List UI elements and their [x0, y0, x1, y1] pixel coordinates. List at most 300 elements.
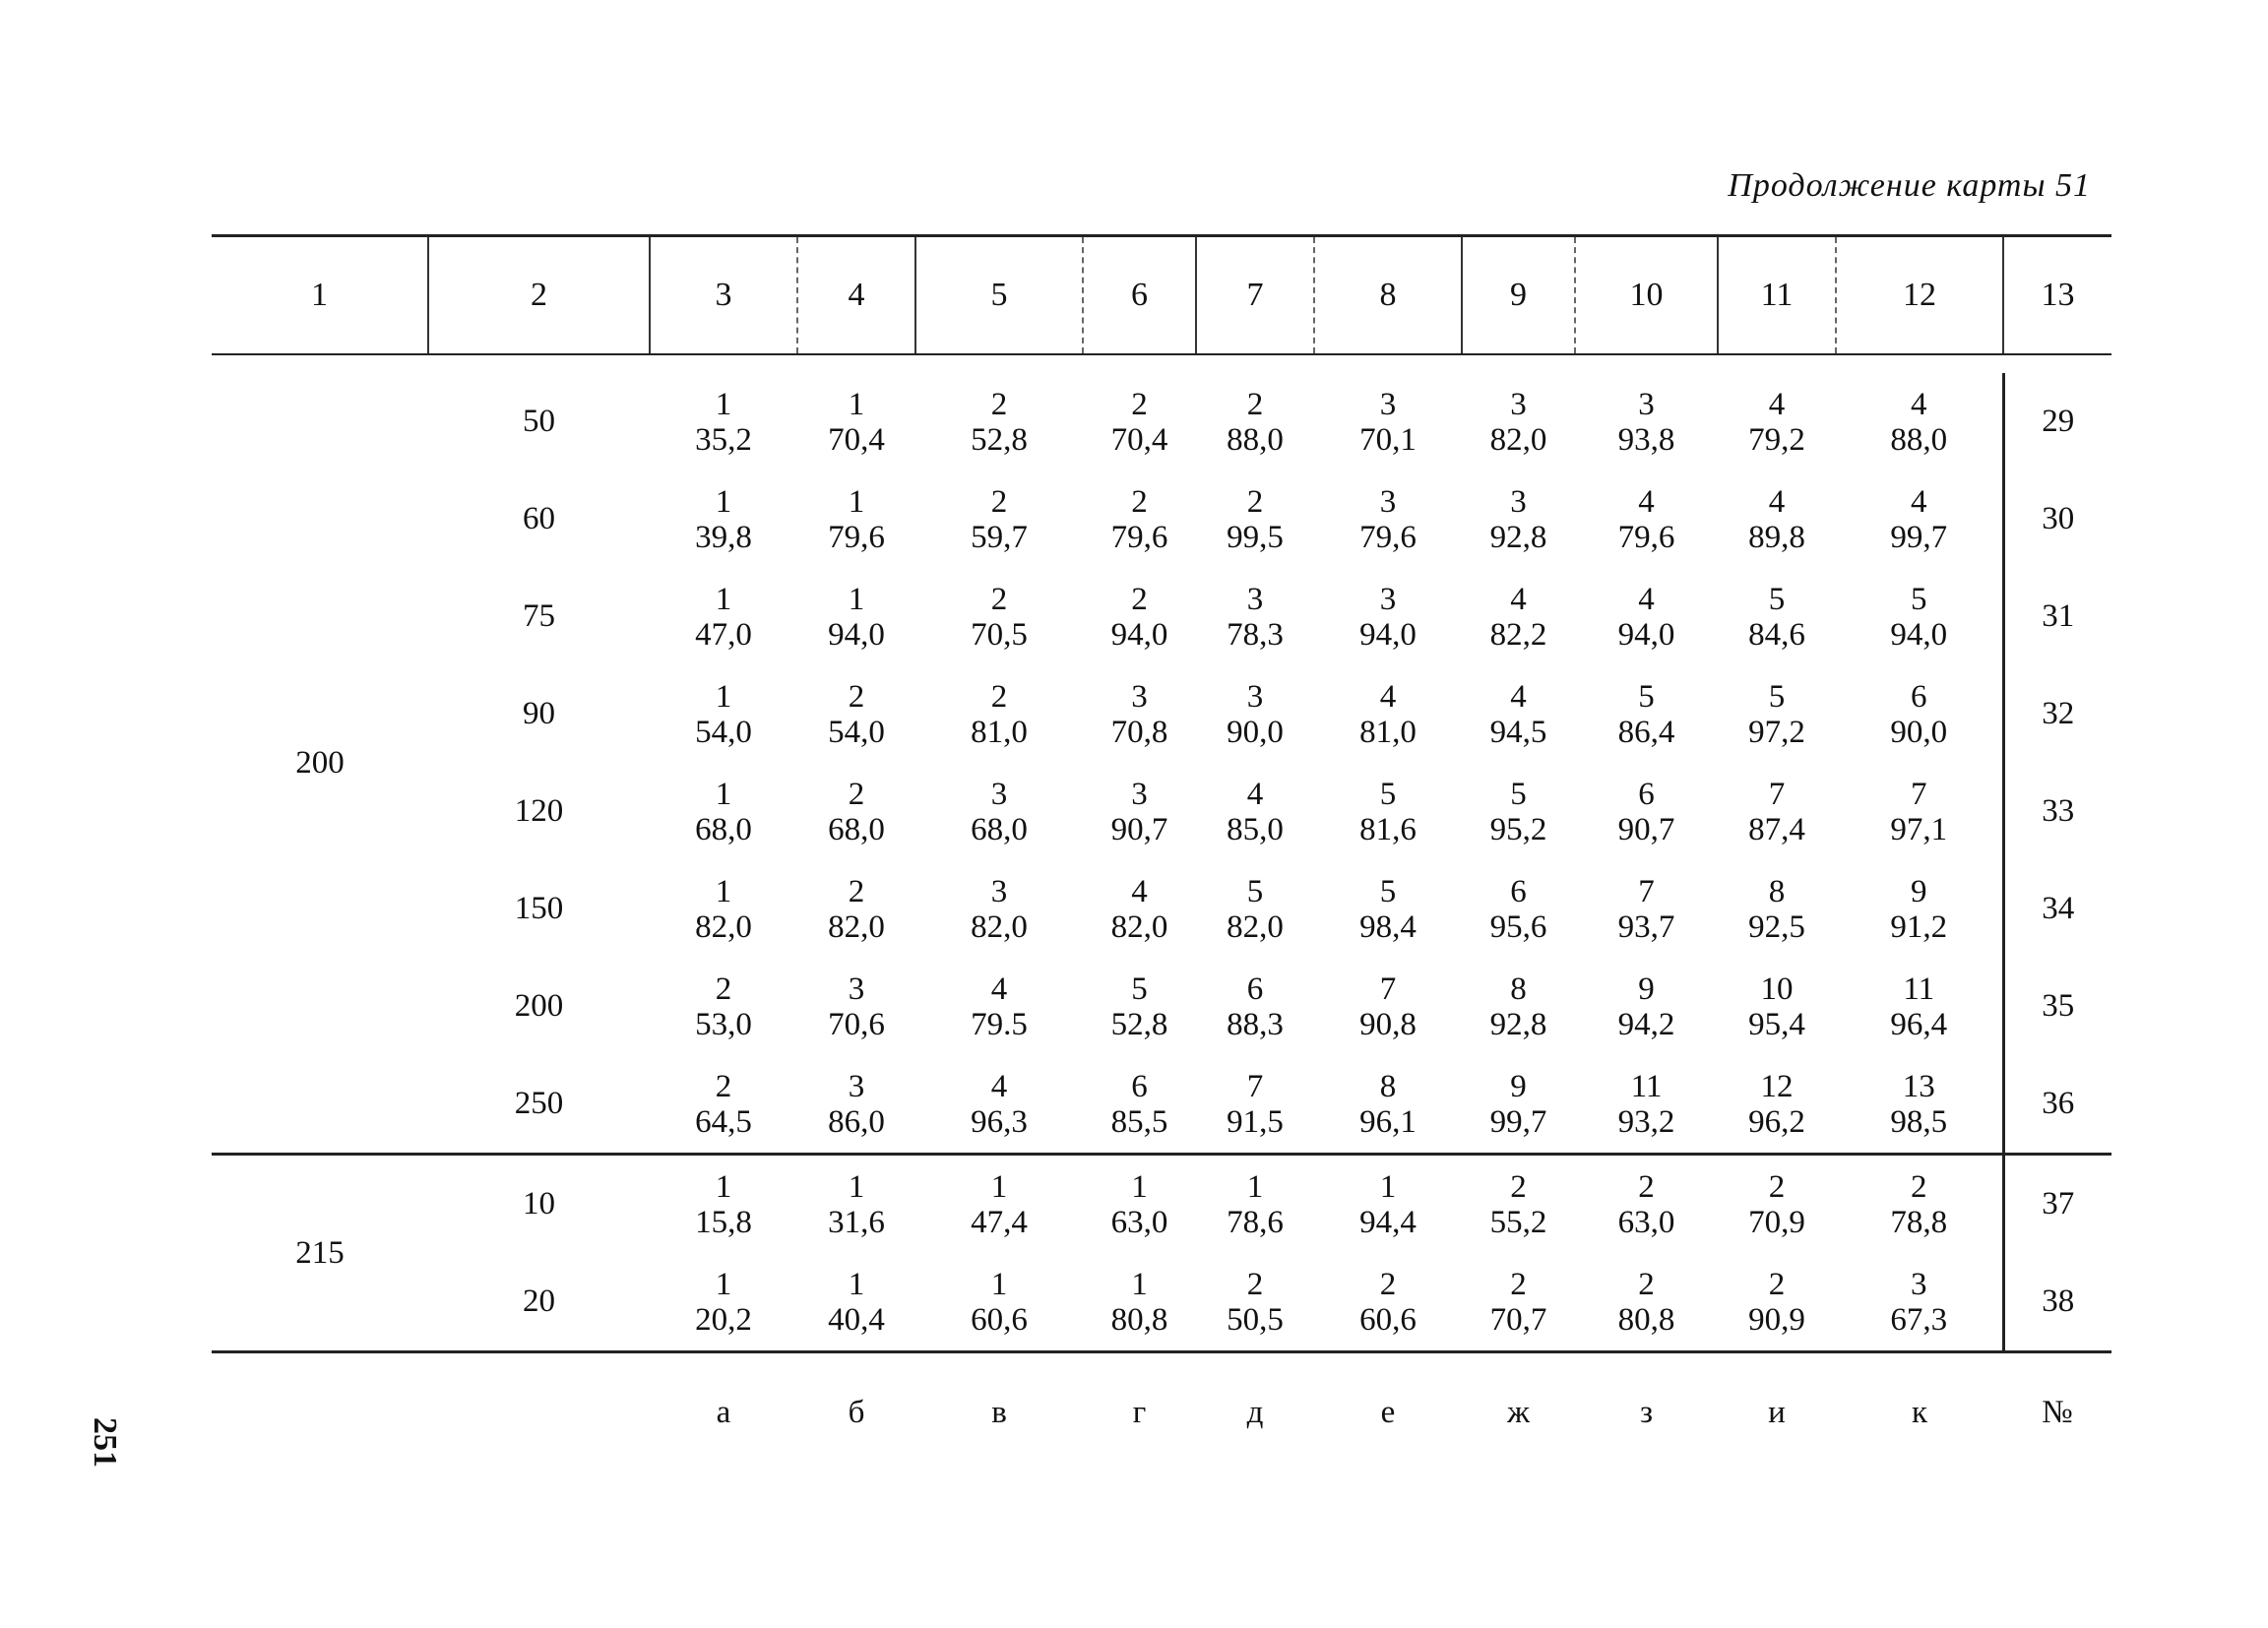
table-row [212, 1155, 2111, 1254]
fraction-bottom: 86,4 [1617, 714, 1675, 750]
fraction [1111, 1267, 1168, 1338]
fraction-top: 4 [1638, 483, 1655, 520]
column-letter: д [1246, 1394, 1264, 1430]
fraction-top: 5 [1379, 776, 1397, 812]
value-cell [1836, 1253, 2003, 1352]
fraction-bottom: 85,0 [1227, 811, 1284, 847]
fraction-top: 1 [848, 1168, 865, 1205]
fraction [695, 387, 752, 458]
fraction-top: 1 [1131, 1266, 1148, 1302]
fraction-bottom: 92,8 [1489, 519, 1547, 555]
fraction-top: 3 [1246, 678, 1264, 715]
fraction-top: 2 [1246, 483, 1264, 520]
group-key: 215 [212, 1155, 428, 1352]
fraction [1227, 484, 1284, 555]
fraction-top: 7 [1911, 776, 1927, 812]
value-cell [1575, 373, 1718, 470]
fraction [695, 874, 752, 945]
fraction [1618, 1267, 1675, 1338]
row-key: 90 [523, 696, 555, 731]
fraction [1618, 777, 1675, 847]
fraction [1890, 1069, 1947, 1140]
fraction-bottom: 70,5 [971, 616, 1028, 653]
value-cell [1836, 1155, 2003, 1254]
row-key: 75 [523, 598, 555, 634]
value-cell [650, 1253, 797, 1352]
value-cell [1462, 373, 1575, 470]
fraction [1490, 1267, 1547, 1338]
table-row [212, 470, 2111, 568]
fraction-bottom: 94,0 [1617, 616, 1675, 653]
value-cell [1836, 470, 2003, 568]
fraction [1359, 874, 1417, 945]
fraction-top: 1 [848, 483, 865, 520]
fraction-bottom: 68,0 [695, 811, 752, 847]
fraction-bottom: 68,0 [828, 811, 885, 847]
fraction-top: 11 [1903, 971, 1935, 1007]
value-cell [1314, 568, 1462, 665]
column-header-3: 3 [650, 236, 797, 355]
fraction-bottom: 70,9 [1748, 1204, 1805, 1240]
fraction-top: 2 [1246, 1266, 1264, 1302]
value-cell [1836, 568, 2003, 665]
fraction-bottom: 70,7 [1489, 1301, 1547, 1338]
value-cell [1462, 860, 1575, 958]
fraction-top: 11 [1630, 1068, 1663, 1104]
fraction-bottom: 95,2 [1489, 811, 1547, 847]
value-cell [1462, 1055, 1575, 1155]
fraction-bottom: 93,7 [1617, 908, 1675, 945]
value-cell [797, 860, 915, 958]
fraction [695, 777, 752, 847]
column-header-13: 13 [2003, 236, 2111, 355]
value-cell [1196, 568, 1314, 665]
value-cell [1083, 470, 1196, 568]
fraction [1111, 582, 1168, 653]
fraction [1359, 777, 1417, 847]
column-letter: и [1768, 1394, 1786, 1430]
fraction-top: 4 [990, 971, 1008, 1007]
fraction-top: 5 [1911, 581, 1927, 617]
fraction-top: 4 [1379, 678, 1397, 715]
fraction-bottom: 88,0 [1227, 421, 1284, 458]
fraction-bottom: 59,7 [971, 519, 1028, 555]
fraction [1748, 387, 1805, 458]
fraction [971, 1267, 1028, 1338]
fraction [1227, 387, 1284, 458]
fraction [1890, 1169, 1947, 1240]
fraction [1490, 387, 1547, 458]
fraction [971, 387, 1028, 458]
column-header-7: 7 [1196, 236, 1314, 355]
fraction [695, 1169, 752, 1240]
column-header-5: 5 [915, 236, 1083, 355]
fraction-bottom: 79,6 [1359, 519, 1417, 555]
fraction [828, 1267, 885, 1338]
fraction-bottom: 70,4 [828, 421, 885, 458]
fraction-bottom: 82,0 [1489, 421, 1547, 458]
fraction [1111, 679, 1168, 750]
table-row [212, 1055, 2111, 1155]
row-number: 35 [2003, 958, 2111, 1055]
value-cell [915, 665, 1083, 763]
letter-row [212, 1352, 2111, 1472]
value-cell [915, 1055, 1083, 1155]
value-cell [1836, 373, 2003, 470]
fraction-bottom: 92,5 [1748, 908, 1805, 945]
value-cell [1196, 763, 1314, 860]
fraction-bottom: 93,2 [1617, 1103, 1675, 1140]
fraction-bottom: 82,0 [1110, 908, 1168, 945]
fraction-bottom: 82,0 [971, 908, 1028, 945]
fraction [1618, 874, 1675, 945]
fraction-top: 3 [1638, 386, 1655, 422]
value-cell [915, 860, 1083, 958]
fraction [828, 874, 885, 945]
fraction-top: 2 [990, 483, 1008, 520]
fraction-top: 2 [1246, 386, 1264, 422]
fraction-top: 8 [1768, 873, 1786, 909]
fraction [1490, 484, 1547, 555]
header-row [212, 236, 2111, 355]
column-header-4: 4 [797, 236, 915, 355]
value-cell [797, 1055, 915, 1155]
fraction [828, 387, 885, 458]
fraction-bottom: 55,2 [1489, 1204, 1547, 1240]
fraction-top: 2 [1768, 1266, 1786, 1302]
value-cell [650, 568, 797, 665]
row-number: 36 [2003, 1055, 2111, 1155]
fraction [1111, 874, 1168, 945]
fraction [1618, 582, 1675, 653]
fraction [1618, 387, 1675, 458]
group-key: 200 [212, 373, 428, 1155]
fraction [1227, 874, 1284, 945]
fraction-bottom: 92,8 [1489, 1006, 1547, 1042]
fraction [695, 582, 752, 653]
fraction-bottom: 96,2 [1748, 1103, 1805, 1140]
column-letter: з [1639, 1394, 1654, 1430]
fraction [1890, 387, 1947, 458]
fraction-bottom: 91,5 [1227, 1103, 1284, 1140]
fraction [1111, 484, 1168, 555]
column-letter: е [1380, 1394, 1396, 1430]
table-row [212, 568, 2111, 665]
value-cell [650, 1055, 797, 1155]
fraction-bottom: 68,0 [971, 811, 1028, 847]
fraction-top: 5 [1131, 971, 1148, 1007]
fraction-bottom: 60,6 [971, 1301, 1028, 1338]
row-key: 150 [514, 891, 564, 926]
value-cell [797, 373, 915, 470]
fraction [828, 1069, 885, 1140]
fraction-bottom: 99,7 [1890, 519, 1948, 555]
column-letter: а [716, 1394, 731, 1430]
fraction [1227, 1069, 1284, 1140]
fraction-bottom: 31,6 [828, 1204, 885, 1240]
fraction-top: 3 [1510, 483, 1527, 520]
fraction-top: 1 [715, 873, 732, 909]
fraction-top: 2 [1131, 386, 1148, 422]
fraction-top: 1 [715, 386, 732, 422]
table-row [212, 373, 2111, 470]
value-cell [1314, 470, 1462, 568]
fraction-bottom: 60,6 [1359, 1301, 1417, 1338]
value-cell [1575, 1055, 1718, 1155]
fraction-bottom: 90,9 [1748, 1301, 1805, 1338]
value-cell [1314, 860, 1462, 958]
value-cell [1083, 568, 1196, 665]
fraction-bottom: 89,8 [1748, 519, 1805, 555]
value-cell [1083, 1253, 1196, 1352]
fraction-bottom: 94,0 [1110, 616, 1168, 653]
fraction-bottom: 94,5 [1489, 714, 1547, 750]
fraction [1111, 1069, 1168, 1140]
value-cell [797, 1155, 915, 1254]
fraction-top: 3 [990, 873, 1008, 909]
fraction [1890, 1267, 1947, 1338]
fraction-top: 1 [1131, 1168, 1148, 1205]
fraction [1359, 1169, 1417, 1240]
fraction [1748, 1169, 1805, 1240]
fraction [1748, 874, 1805, 945]
value-cell [650, 373, 797, 470]
page-number: 251 [87, 1417, 123, 1468]
value-cell [1196, 470, 1314, 568]
fraction-bottom: 96,1 [1359, 1103, 1417, 1140]
fraction [971, 1169, 1028, 1240]
fraction [1111, 1169, 1168, 1240]
fraction-bottom: 78,6 [1227, 1204, 1284, 1240]
row-key: 250 [428, 1055, 650, 1155]
fraction [1890, 679, 1947, 750]
fraction-bottom: 88,3 [1227, 1006, 1284, 1042]
fraction [1618, 484, 1675, 555]
fraction [1359, 679, 1417, 750]
fraction-top: 3 [1379, 581, 1397, 617]
fraction-top: 2 [990, 386, 1008, 422]
value-cell [650, 860, 797, 958]
value-cell [1836, 1055, 2003, 1155]
value-cell [650, 763, 797, 860]
fraction-top: 4 [1911, 386, 1927, 422]
fraction [1490, 971, 1547, 1042]
fraction-bottom: 95,6 [1489, 908, 1547, 945]
fraction-bottom: 79,6 [1110, 519, 1168, 555]
fraction [828, 484, 885, 555]
value-cell [650, 958, 797, 1055]
value-cell [1196, 665, 1314, 763]
fraction [1748, 484, 1805, 555]
value-cell [1575, 763, 1718, 860]
fraction [1748, 971, 1805, 1042]
fraction-top: 13 [1902, 1068, 1935, 1104]
row-number: 34 [2003, 860, 2111, 958]
fraction-bottom: 15,8 [695, 1204, 752, 1240]
fraction [1618, 971, 1675, 1042]
fraction-bottom: 82,0 [695, 908, 752, 945]
column-header-6: 6 [1083, 236, 1196, 355]
fraction-top: 4 [1638, 581, 1655, 617]
column-header-10: 10 [1575, 236, 1718, 355]
value-cell [1575, 860, 1718, 958]
fraction-bottom: 81,6 [1359, 811, 1417, 847]
value-cell [1462, 568, 1575, 665]
row-number: 30 [2003, 470, 2111, 568]
fraction-top: 12 [1760, 1068, 1794, 1104]
fraction-bottom: 95,4 [1748, 1006, 1805, 1042]
value-cell [1314, 1253, 1462, 1352]
fraction-top: 4 [1131, 873, 1148, 909]
fraction [1111, 777, 1168, 847]
fraction-bottom: 52,8 [971, 421, 1028, 458]
empty-cell [212, 1352, 428, 1472]
fraction [1227, 582, 1284, 653]
fraction-bottom: 94,2 [1617, 1006, 1675, 1042]
fraction-top: 2 [1911, 1168, 1927, 1205]
value-cell [1196, 1055, 1314, 1155]
value-cell [1575, 958, 1718, 1055]
fraction-top: 2 [848, 776, 865, 812]
fraction-top: 4 [1510, 678, 1527, 715]
fraction-top: 1 [715, 678, 732, 715]
column-header-12: 12 [1836, 236, 2003, 355]
fraction [828, 971, 885, 1042]
value-cell [1083, 373, 1196, 470]
fraction-top: 7 [1768, 776, 1786, 812]
fraction-top: 3 [990, 776, 1008, 812]
value-cell [1462, 470, 1575, 568]
fraction [971, 484, 1028, 555]
fraction-top: 3 [1510, 386, 1527, 422]
fraction [971, 679, 1028, 750]
value-cell [650, 1155, 797, 1254]
fraction [1490, 777, 1547, 847]
value-cell [1718, 1055, 1836, 1155]
fraction-top: 3 [1379, 483, 1397, 520]
table-row [212, 958, 2111, 1055]
fraction [828, 679, 885, 750]
fraction [1748, 582, 1805, 653]
fraction-top: 1 [848, 386, 865, 422]
fraction-bottom: 99,5 [1227, 519, 1284, 555]
value-cell [797, 470, 915, 568]
fraction-bottom: 82,2 [1489, 616, 1547, 653]
value-cell [1314, 1055, 1462, 1155]
value-cell [1462, 1253, 1575, 1352]
fraction-top: 4 [990, 1068, 1008, 1104]
fraction [1748, 679, 1805, 750]
value-cell [1575, 1155, 1718, 1254]
fraction-top: 2 [1510, 1266, 1527, 1302]
fraction-bottom: 90,7 [1617, 811, 1675, 847]
value-cell [1575, 1253, 1718, 1352]
fraction-bottom: 86,0 [828, 1103, 885, 1140]
fraction-top: 6 [1131, 1068, 1148, 1104]
fraction-top: 6 [1638, 776, 1655, 812]
value-cell [1314, 763, 1462, 860]
fraction-bottom: 39,8 [695, 519, 752, 555]
fraction [1359, 1069, 1417, 1140]
fraction-top: 10 [1760, 971, 1794, 1007]
fraction-top: 1 [1379, 1168, 1397, 1205]
value-cell [915, 1155, 1083, 1254]
value-cell [1718, 958, 1836, 1055]
fraction-top: 6 [1510, 873, 1527, 909]
value-cell [1083, 860, 1196, 958]
table-row [212, 860, 2111, 958]
fraction-bottom: 82,0 [828, 908, 885, 945]
value-cell [1083, 958, 1196, 1055]
row-number: 33 [2003, 763, 2111, 860]
column-letter: № [2042, 1394, 2073, 1430]
fraction [971, 971, 1028, 1042]
fraction [1227, 971, 1284, 1042]
fraction-bottom: 94,0 [1890, 616, 1948, 653]
fraction-top: 9 [1510, 1068, 1527, 1104]
value-cell [1083, 763, 1196, 860]
fraction [1227, 777, 1284, 847]
fraction [1359, 1267, 1417, 1338]
fraction-bottom: 90,0 [1890, 714, 1948, 750]
value-cell [1575, 665, 1718, 763]
value-cell [1718, 665, 1836, 763]
value-cell [1836, 860, 2003, 958]
fraction-bottom: 84,6 [1748, 616, 1805, 653]
fraction-bottom: 93,8 [1617, 421, 1675, 458]
fraction-top: 4 [1768, 386, 1786, 422]
value-cell [1575, 568, 1718, 665]
fraction [971, 582, 1028, 653]
fraction-bottom: 50,5 [1227, 1301, 1284, 1338]
fraction [971, 777, 1028, 847]
value-cell [1314, 665, 1462, 763]
fraction-top: 2 [1510, 1168, 1527, 1205]
fraction-top: 2 [715, 1068, 732, 1104]
fraction [1227, 1267, 1284, 1338]
fraction [1748, 1069, 1805, 1140]
fraction-top: 5 [1768, 678, 1786, 715]
fraction [1490, 679, 1547, 750]
fraction-top: 1 [990, 1168, 1008, 1205]
fraction-top: 1 [848, 1266, 865, 1302]
fraction-bottom: 70,1 [1359, 421, 1417, 458]
value-cell [915, 373, 1083, 470]
value-cell [797, 763, 915, 860]
value-cell [1314, 958, 1462, 1055]
row-key: 120 [514, 793, 564, 829]
fraction-top: 5 [1246, 873, 1264, 909]
value-cell [1718, 373, 1836, 470]
fraction [1359, 971, 1417, 1042]
fraction [1359, 484, 1417, 555]
column-header-9: 9 [1462, 236, 1575, 355]
fraction-bottom: 78,8 [1890, 1204, 1948, 1240]
table-row [212, 665, 2111, 763]
fraction-bottom: 97,1 [1890, 811, 1948, 847]
fraction-top: 2 [1379, 1266, 1397, 1302]
fraction-bottom: 70,4 [1110, 421, 1168, 458]
fraction [1890, 484, 1947, 555]
value-cell [1196, 373, 1314, 470]
value-cell [1718, 860, 1836, 958]
fraction-bottom: 99,7 [1489, 1103, 1547, 1140]
fraction-bottom: 63,0 [1617, 1204, 1675, 1240]
fraction-bottom: 53,0 [695, 1006, 752, 1042]
fraction [1618, 1169, 1675, 1240]
value-cell [1718, 1253, 1836, 1352]
value-cell [797, 1253, 915, 1352]
